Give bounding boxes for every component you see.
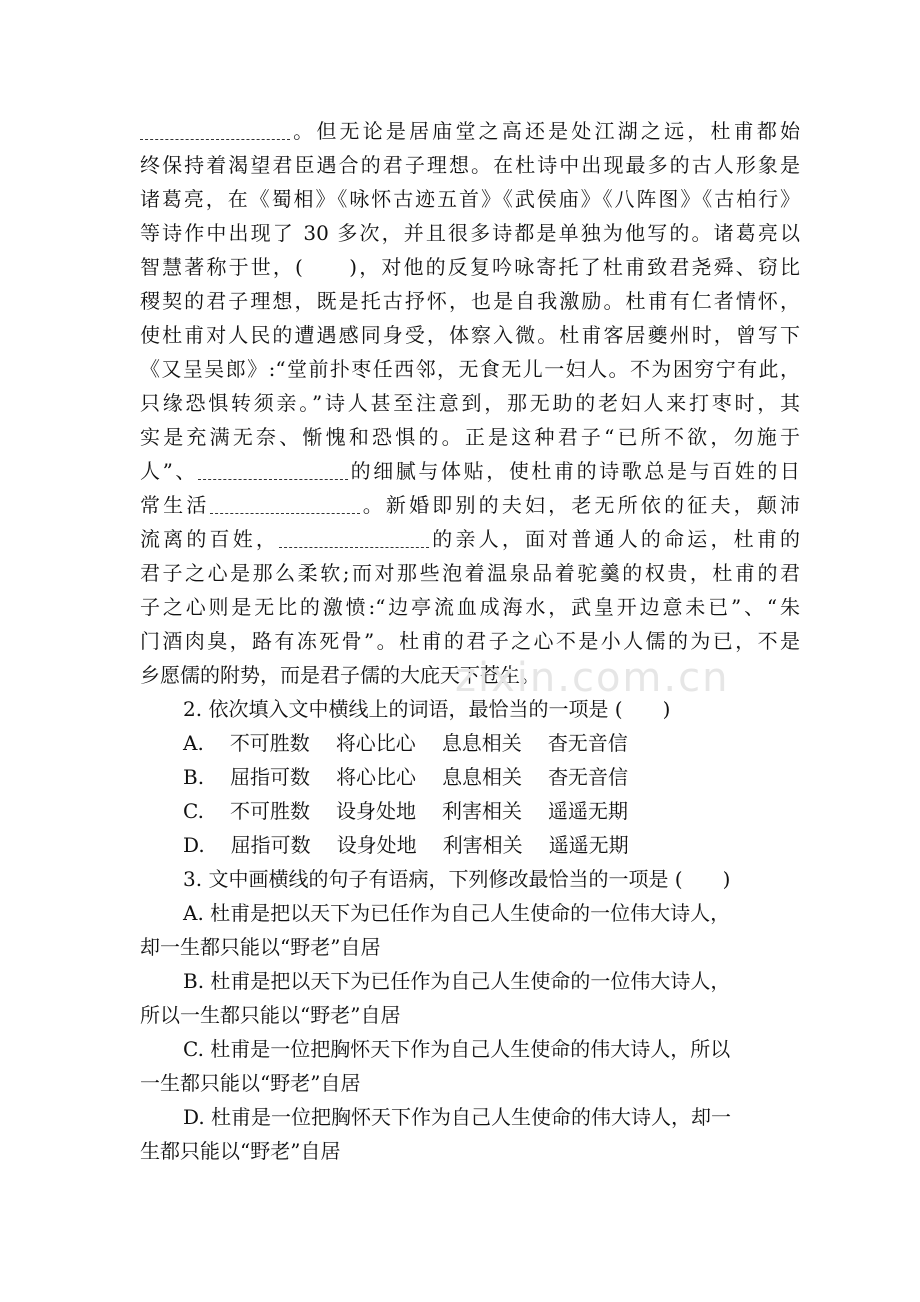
- fill-blank-1: [140, 121, 290, 140]
- fill-blank-2: [198, 461, 348, 480]
- fill-blank-4: [279, 529, 429, 548]
- passage-line-3: 诸葛亮，在《蜀相》《咏怀古迹五首》《武侯庙》《八阵图》《古柏行》: [140, 187, 800, 211]
- question-2-stem: 2. 依次填入文中横线上的词语，最恰当的一项是 ( ): [183, 697, 671, 721]
- passage-line-9: 只缘恐惧转须亲。”诗人甚至注意到，那无助的老妇人来打枣时，其: [140, 391, 800, 415]
- question-3-option-b-line-2[interactable]: 所以一生都只能以“野老”自居: [140, 1003, 401, 1027]
- question-2-option-b[interactable]: B. 屈指可数 将心比心 息息相关 杳无音信: [183, 765, 629, 789]
- passage-line-4: 等诗作中出现了 30 多次，并且很多诗都是单独为他写的。诸葛亮以: [140, 221, 800, 245]
- passage-line-7: 使杜甫对人民的遭遇感同身受，体察入微。杜甫客居夔州时，曾写下: [140, 323, 800, 347]
- question-3-option-d-line-1[interactable]: D. 杜甫是一位把胸怀天下作为自己人生使命的伟大诗人，却一: [183, 1105, 732, 1129]
- passage-line-2: 终保持着渴望君臣遇合的君子理想。在杜诗中出现最多的古人形象是: [140, 153, 800, 177]
- passage-line-6: 稷契的君子理想，既是托古抒怀，也是自我激励。杜甫有仁者情怀，: [140, 289, 800, 313]
- question-3-option-b-line-1[interactable]: B. 杜甫是把以天下为已任作为自己人生使命的一位伟大诗人，: [183, 969, 731, 993]
- passage-line-1: 。但无论是居庙堂之高还是处江湖之远，杜甫都始: [140, 114, 800, 148]
- question-2-option-d[interactable]: D. 屈指可数 设身处地 利害相关 遥遥无期: [183, 833, 629, 857]
- question-3-stem: 3. 文中画横线的句子有语病，下列修改最恰当的一项是 ( ): [183, 867, 731, 891]
- passage-line-8: 《又呈吴郎》:“堂前扑枣任西邻，无食无儿一妇人。不为困穷宁有此，: [140, 357, 800, 381]
- passage-line-17: 乡愿儒的附势，而是君子儒的大庇天下苍生。: [140, 663, 540, 687]
- question-2-option-c[interactable]: C. 不可胜数 设身处地 利害相关 遥遥无期: [183, 799, 628, 823]
- question-3-option-a-line-1[interactable]: A. 杜甫是把以天下为已任作为自己人生使命的一位伟大诗人，: [183, 901, 731, 925]
- question-3-option-d-line-2[interactable]: 生都只能以“野老”自居: [140, 1139, 341, 1163]
- passage-line-15: 子之心则是无比的激愤:“边亭流血成海水，武皇开边意未已”、“朱: [140, 595, 800, 619]
- passage-line-14: 君子之心是那么柔软;而对那些泡着温泉品着驼羹的权贵，杜甫的君: [140, 561, 800, 585]
- watermark: zixin.com.cn: [455, 655, 730, 701]
- passage-line-16: 门酒肉臭，路有冻死骨”。杜甫的君子之心不是小人儒的为已，不是: [140, 629, 800, 653]
- passage-line-12: 常生活 。新婚即别的夫妇，老无所依的征夫，颠沛: [140, 493, 801, 517]
- question-3-option-c-line-2[interactable]: 一生都只能以“野老”自居: [140, 1071, 361, 1095]
- question-3-option-c-line-1[interactable]: C. 杜甫是一位把胸怀天下作为自己人生使命的伟大诗人，所以: [183, 1037, 731, 1061]
- passage-line-5: 智慧著称于世，( )，对他的反复吟咏寄托了杜甫致君尧舜、窃比: [140, 255, 800, 279]
- passage-line-11: 人”、 的细腻与体贴，使杜甫的诗歌总是与百姓的日: [140, 459, 801, 483]
- question-3-option-a-line-2[interactable]: 却一生都只能以“野老”自居: [140, 935, 381, 959]
- passage-line-13: 流离的百姓， 的亲人，面对普通人的命运，杜甫的: [140, 527, 801, 551]
- question-2-option-a[interactable]: A. 不可胜数 将心比心 息息相关 杳无音信: [183, 731, 628, 755]
- fill-blank-3: [210, 495, 360, 514]
- passage-line-10: 实是充满无奈、惭愧和恐惧的。正是这种君子“已所不欲，勿施于: [140, 425, 800, 449]
